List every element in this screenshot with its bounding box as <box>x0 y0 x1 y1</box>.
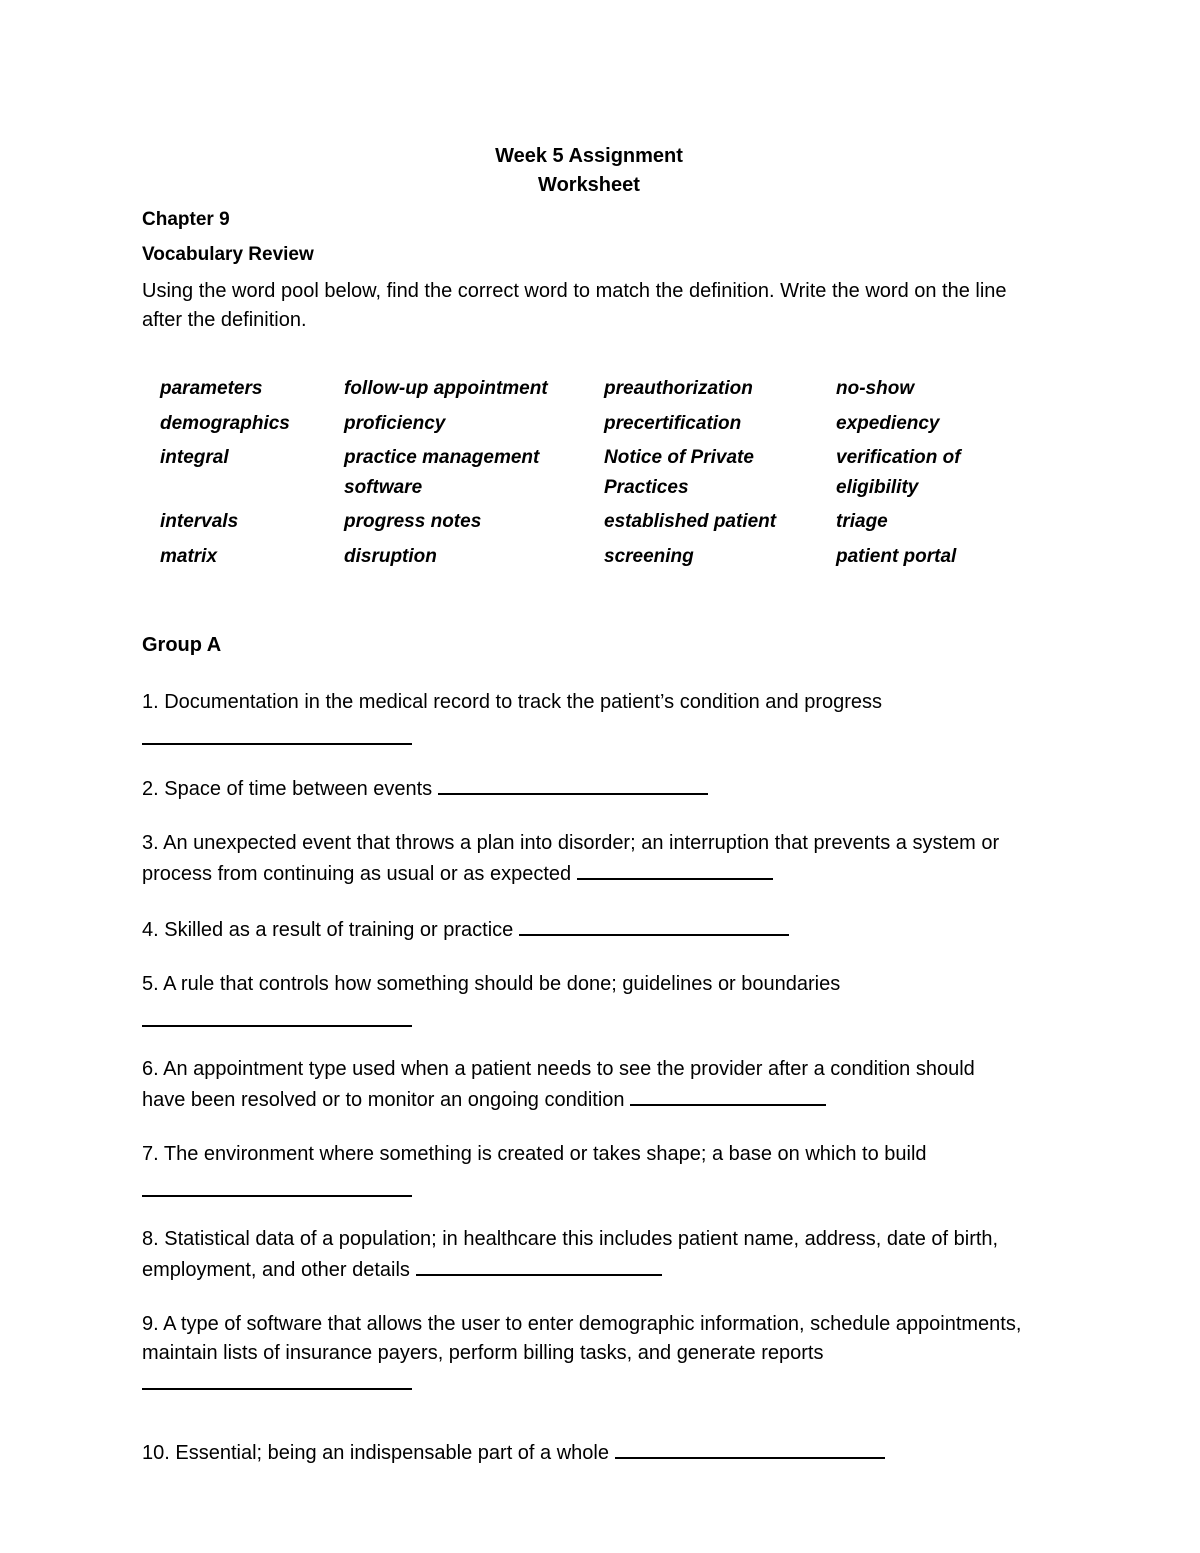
question-text: 10. Essential; being an indispensable part of a whole <box>142 1442 609 1464</box>
word-pool-item: expediency <box>836 413 940 434</box>
word-pool-item: demographics <box>160 413 290 434</box>
question-text: 2. Space of time between events <box>142 778 433 800</box>
question <box>142 688 1022 745</box>
word-pool-item: practice management software <box>344 447 540 498</box>
question <box>142 1225 1022 1285</box>
question-text: 4. Skilled as a result of training or practice <box>142 919 514 941</box>
answer-blank[interactable] <box>630 1084 826 1106</box>
question-text: 1. Documentation in the medical record to track the patient’s condition and progress <box>142 691 883 713</box>
word-pool-item: no-show <box>836 378 915 399</box>
word-pool-item: progress notes <box>344 511 482 532</box>
word-pool-item: Notice of Private Practices <box>604 447 754 498</box>
word-pool-item: established patient <box>604 511 777 532</box>
group-heading: Group A <box>142 634 222 656</box>
question <box>142 914 1022 945</box>
word-pool-item: matrix <box>160 546 218 567</box>
page-title: Week 5 Assignment <box>495 145 683 167</box>
answer-blank[interactable] <box>577 858 773 880</box>
question-text: 9. A type of software that allows the user to enter demographic information, schedule appointments, maintain lists of insurance payers, perform billing tasks, and generate reports <box>142 1313 1022 1364</box>
word-pool-item: disruption <box>344 546 437 567</box>
word-pool-item: verification of eligibility <box>836 447 961 498</box>
answer-blank[interactable] <box>438 773 708 795</box>
question <box>142 1140 1022 1197</box>
word-pool-item: patient portal <box>836 546 957 567</box>
word-pool-item: precertification <box>604 413 742 434</box>
answer-blank[interactable] <box>142 1368 412 1390</box>
question <box>142 970 1022 1027</box>
word-pool-item: proficiency <box>344 413 446 434</box>
word-pool-item: intervals <box>160 511 239 532</box>
answer-blank[interactable] <box>615 1437 885 1459</box>
word-pool-item: follow-up appointment <box>344 378 548 399</box>
instructions: Using the word pool below, find the correct word to match the definition. Write the word on the line after the definition. <box>142 280 1007 331</box>
page-subtitle: Worksheet <box>538 174 640 196</box>
question-text: 7. The environment where something is created or takes shape; a base on which to build <box>142 1143 927 1165</box>
question <box>142 773 1022 804</box>
chapter-heading: Chapter 9 <box>142 209 230 230</box>
answer-blank[interactable] <box>142 729 412 745</box>
word-pool-item: triage <box>836 511 888 532</box>
answer-blank[interactable] <box>142 1181 412 1197</box>
section-heading: Vocabulary Review <box>142 244 314 265</box>
question <box>142 1437 1022 1468</box>
question <box>142 829 1022 889</box>
answer-blank[interactable] <box>519 914 789 936</box>
word-pool-item: integral <box>160 447 229 468</box>
word-pool-item: screening <box>604 546 694 567</box>
question-text: 6. An appointment type used when a patient needs to see the provider after a condition should have been resolved or to monitor an ongoing condition <box>142 1058 975 1111</box>
question <box>142 1310 1022 1399</box>
question-text: 5. A rule that controls how something should be done; guidelines or boundaries <box>142 973 841 995</box>
question-text: 8. Statistical data of a population; in healthcare this includes patient name, address, date of birth, employment, and other details <box>142 1228 999 1281</box>
word-pool-item: parameters <box>160 378 263 399</box>
question-text: 3. An unexpected event that throws a plan into disorder; an interruption that prevents a system or process from continuing as usual or as expected <box>142 832 1000 885</box>
word-pool-item: preauthorization <box>604 378 753 399</box>
answer-blank[interactable] <box>416 1254 662 1276</box>
answer-blank[interactable] <box>142 1011 412 1027</box>
question <box>142 1055 1022 1115</box>
